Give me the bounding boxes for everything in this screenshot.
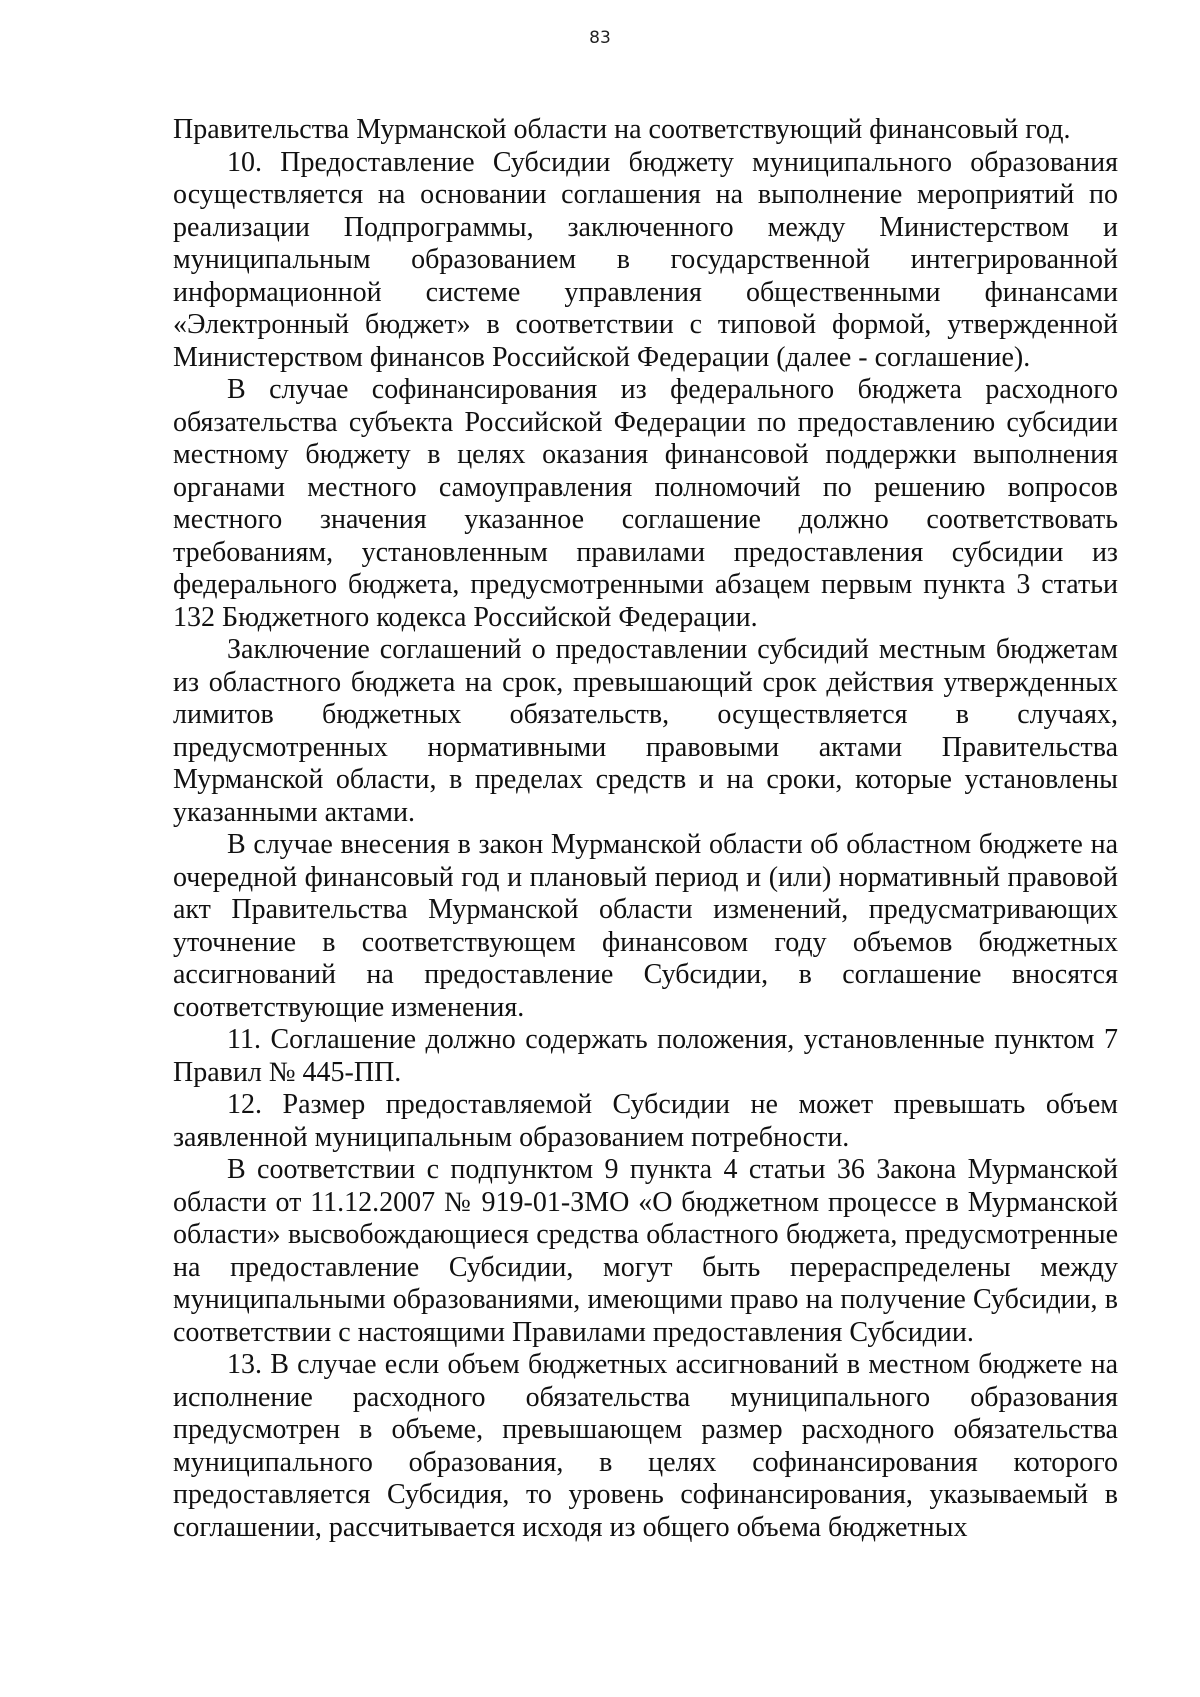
paragraph-federal-cofinancing: В случае софинансирования из федерального бюджета расходного обязательства субъекта Российской Федерации по предоставлению субсидии местному бюджету в целях оказания финансовой поддержки выполнения органами местного самоуправления полномочий по решению вопросов местного значения указанное соглашение должно соответствовать требованиям, установленным правилами предоставления субсидии из федерального бюджета, предусмотренными абзацем первым пункта 3 статьи 132 Бюджетного кодекса Российской Федерации. [173, 374, 1118, 633]
paragraph-redistribution: В соответствии с подпунктом 9 пункта 4 статьи 36 Закона Мурманской области от 11.12.2007 № 919-01-ЗМО «О бюджетном процессе в Мурманской области» высвобождающиеся средства областного бюджета, предусмотренные на предоставление Субсидии, могут быть перераспределены между муниципальными образованиями, имеющими право на получение Субсидии, в соответствии с настоящими Правилами предоставления Субсидии. [173, 1154, 1118, 1348]
page-number: 83 [589, 28, 611, 48]
paragraph-continuation: Правительства Мурманской области на соответствующий финансовый год. [173, 114, 1071, 145]
paragraph-clause-10: 10. Предоставление Субсидии бюджету муниципального образования осуществляется на основании соглашения на выполнение мероприятий по реализации Подпрограммы, заключенного между Министерством и муниципальным образованием в государственной интегрированной информационной системе управления общественными финансами «Электронный бюджет» в соответствии с типовой формой, утвержденной Министерством финансов Российской Федерации (далее - соглашение). [173, 146, 1118, 373]
paragraph-clause-13: 13. В случае если объем бюджетных ассигнований в местном бюджете на исполнение расходного обязательства муниципального образования предусмотрен в объеме, превышающем размер расходного обязательства муниципального образования, в целях софинансирования которого предоставляется Субсидия, то уровень софинансирования, указываемый в соглашении, рассчитывается исходя из общего объема бюджетных [173, 1349, 1118, 1543]
paragraph-budget-amendments: В случае внесения в закон Мурманской области об областном бюджете на очередной финансовый год и плановый период и (или) нормативный правовой акт Правительства Мурманской области изменений, предусматривающих уточнение в соответствующем финансовом году объемов бюджетных ассигнований на предоставление Субсидии, в соглашение вносятся соответствующие изменения. [173, 829, 1118, 1023]
paragraph-clause-12: 12. Размер предоставляемой Субсидии не может превышать объем заявленной муниципальным образованием потребности. [173, 1089, 1118, 1153]
paragraph-agreement-term: Заключение соглашений о предоставлении субсидий местным бюджетам из областного бюджета на срок, превышающий срок действия утвержденных лимитов бюджетных обязательств, осуществляется в случаях, предусмотренных нормативными правовыми актами Правительства Мурманской области, в пределах средств и на сроки, которые установлены указанными актами. [173, 634, 1118, 828]
paragraph-clause-11: 11. Соглашение должно содержать положения, установленные пунктом 7 Правил № 445-ПП. [173, 1024, 1118, 1088]
document-body [173, 114, 1118, 1544]
